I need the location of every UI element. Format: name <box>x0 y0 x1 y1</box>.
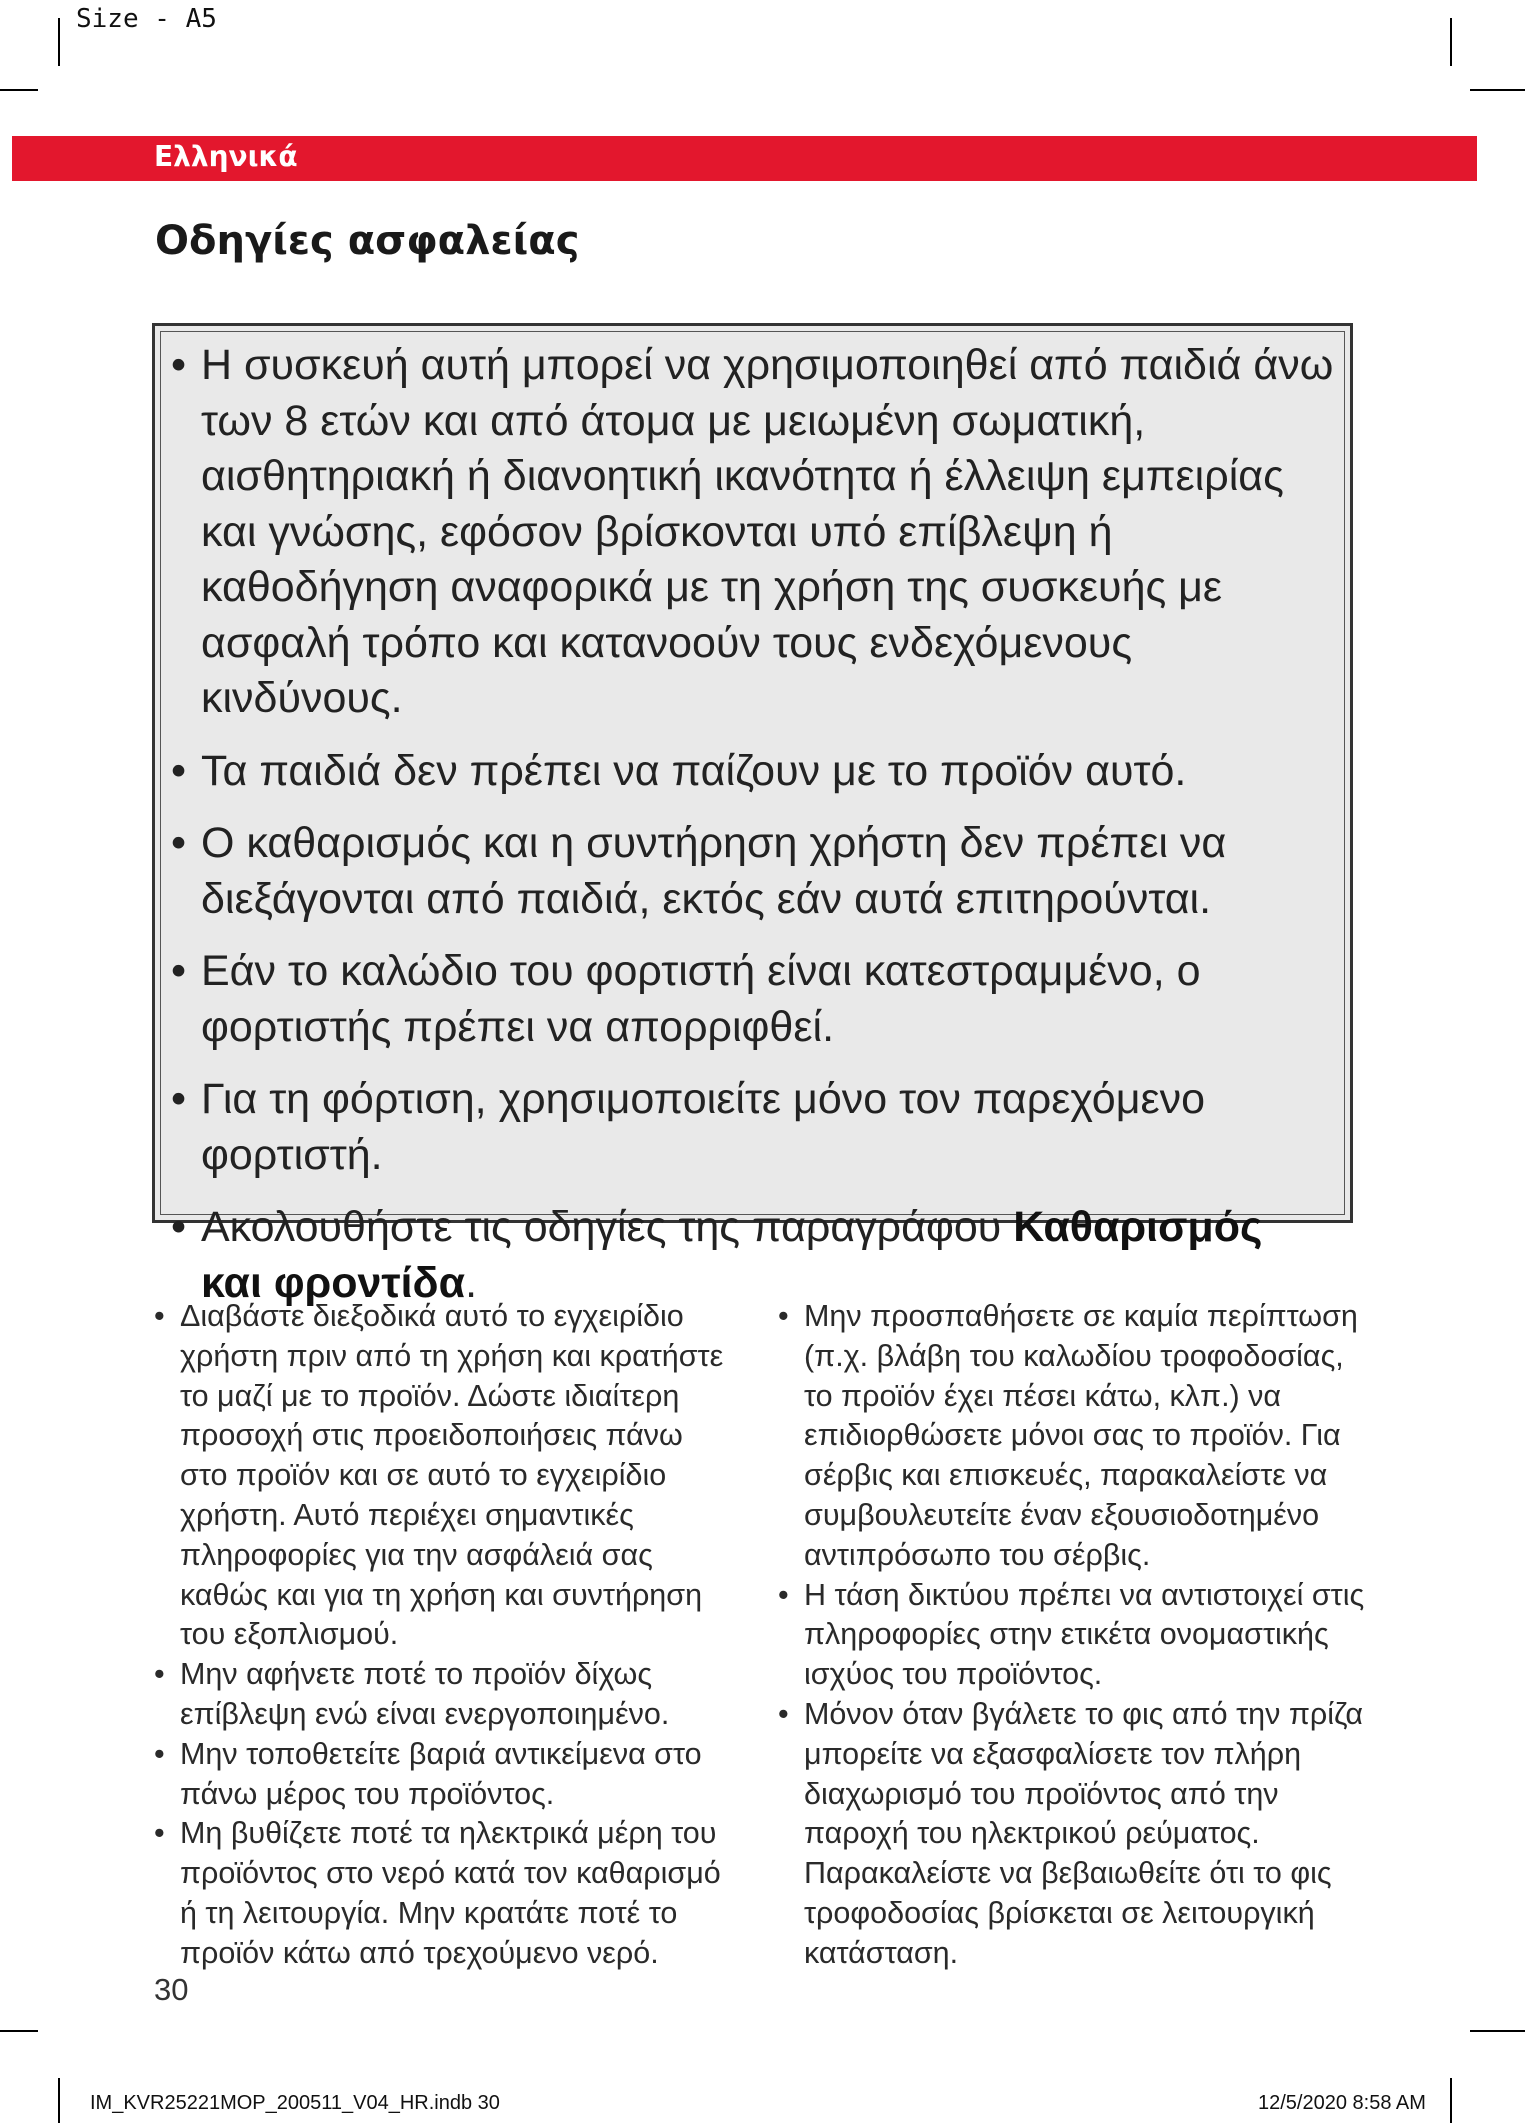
crop-mark-top-right-vertical <box>1450 18 1452 66</box>
language-label: Ελληνικά <box>154 140 298 173</box>
list-item: • Μη βυθίζετε ποτέ τα ηλεκτρικά μέρη του προϊόντος στο νερό κατά τον καθαρισμό ή τη λειτουργία. Μην κρατάτε ποτέ το προϊόν κάτω από τρεχούμενο νερό. <box>154 1814 734 1973</box>
crop-mark-bottom-left-horizontal <box>0 2030 38 2032</box>
warning-item: • Ο καθαρισμός και η συντήρηση χρήστη δεν πρέπει να διεξάγονται από παιδιά, εκτός εάν αυτά επιτηρούνται. <box>175 816 1335 927</box>
list-item: • Μην προσπαθήσετε σε καμία περίπτωση (π.χ. βλάβη του καλωδίου τροφοδοσίας, το προϊόν έχει πέσει κάτω, κλπ.) να επιδιορθώσετε μόνοι σας το προϊόν. Για σέρβις και επισκευές, παρακαλείστε να συμβουλευτείτε έναν εξουσιοδοτημένο αντιπρόσωπο του σέρβις. <box>778 1297 1378 1576</box>
list-item: • Διαβάστε διεξοδικά αυτό το εγχειρίδιο χρήστη πριν από τη χρήση και κρατήστε το μαζί με το προϊόν. Δώστε ιδιαίτερη προσοχή στις προειδοποιήσεις πάνω στο προϊόν και σε αυτό το εγχειρίδιο χρήστη. Αυτό περιέχει σημαντικές πληροφορίες για την ασφάλειά σας καθώς και για τη χρήση και συντήρηση του εξοπλισμού. <box>154 1297 734 1655</box>
list-item: • Μην τοποθετείτε βαριά αντικείμενα στο πάνω μέρος του προϊόντος. <box>154 1735 734 1815</box>
crop-mark-bottom-right-vertical <box>1450 2078 1452 2123</box>
warning-item: • Εάν το καλώδιο του φορτιστή είναι κατεστραμμένο, ο φορτιστής πρέπει να απορριφθεί. <box>175 944 1335 1055</box>
warning-item: • Τα παιδιά δεν πρέπει να παίζουν με το προϊόν αυτό. <box>175 744 1335 800</box>
warning-item: • Η συσκευή αυτή μπορεί να χρησιμοποιηθεί από παιδιά άνω των 8 ετών και από άτομα με μειωμένη σωματική, αισθητηριακή ή διανοητική ικανότητα ή έλλειψη εμπειρίας και γνώσης, εφόσον βρίσκονται υπό επίβλεψη ή καθοδήγηση αναφορικά με τη χρήση της συσκευής με ασφαλή τρόπο και κατανοούν τους ενδεχόμενους κινδύνους. <box>175 338 1335 727</box>
cleaning-section-reference: Καθαρισμός και φροντίδα <box>201 1203 1263 1307</box>
language-bar <box>12 136 1477 181</box>
page-number: 30 <box>154 1972 189 2007</box>
list-item: • Μόνον όταν βγάλετε το φις από την πρίζα μπορείτε να εξασφαλίσετε τον πλήρη διαχωρισμό του προϊόντος από την παροχή του ηλεκτρικού ρεύματος. Παρακαλείστε να βεβαιωθείτε ότι το φις τροφοδοσίας βρίσκεται σε λειτουργική κατάσταση. <box>778 1695 1378 1974</box>
warning-item: • Για τη φόρτιση, χρησιμοποιείτε μόνο τον παρεχόμενο φορτιστή. <box>175 1072 1335 1183</box>
list-item: • Μην αφήνετε ποτέ το προϊόν δίχως επίβλεψη ενώ είναι ενεργοποιημένο. <box>154 1655 734 1735</box>
crop-mark-bottom-right-horizontal <box>1470 2030 1525 2032</box>
warning-item-period: . <box>465 1258 478 1307</box>
list-item: • Η τάση δικτύου πρέπει να αντιστοιχεί στις πληροφορίες στην ετικέτα ονομαστικής ισχύος του προϊόντος. <box>778 1576 1378 1695</box>
warning-box <box>152 323 1353 1307</box>
crop-mark-top-left-vertical <box>58 18 60 66</box>
crop-mark-top-left-horizontal <box>0 89 38 91</box>
left-column-list <box>154 1297 734 1974</box>
crop-mark-bottom-left-vertical <box>58 2078 60 2123</box>
warning-item-reference <box>175 1200 1335 1311</box>
crop-mark-top-right-horizontal <box>1470 89 1525 91</box>
warning-item-text: Ακολουθήστε τις οδηγίες της παραγράφου <box>201 1203 1014 1251</box>
section-title: Οδηγίες ασφαλείας <box>155 218 580 264</box>
footer-date: 12/5/2020 8:58 AM <box>1258 2092 1426 2114</box>
right-column-list <box>778 1297 1378 1974</box>
footer-file-name: IM_KVR25221MOP_200511_V04_HR.indb 30 <box>90 2092 500 2114</box>
size-label: Size - A5 <box>76 4 217 34</box>
warning-list <box>175 338 1335 1328</box>
